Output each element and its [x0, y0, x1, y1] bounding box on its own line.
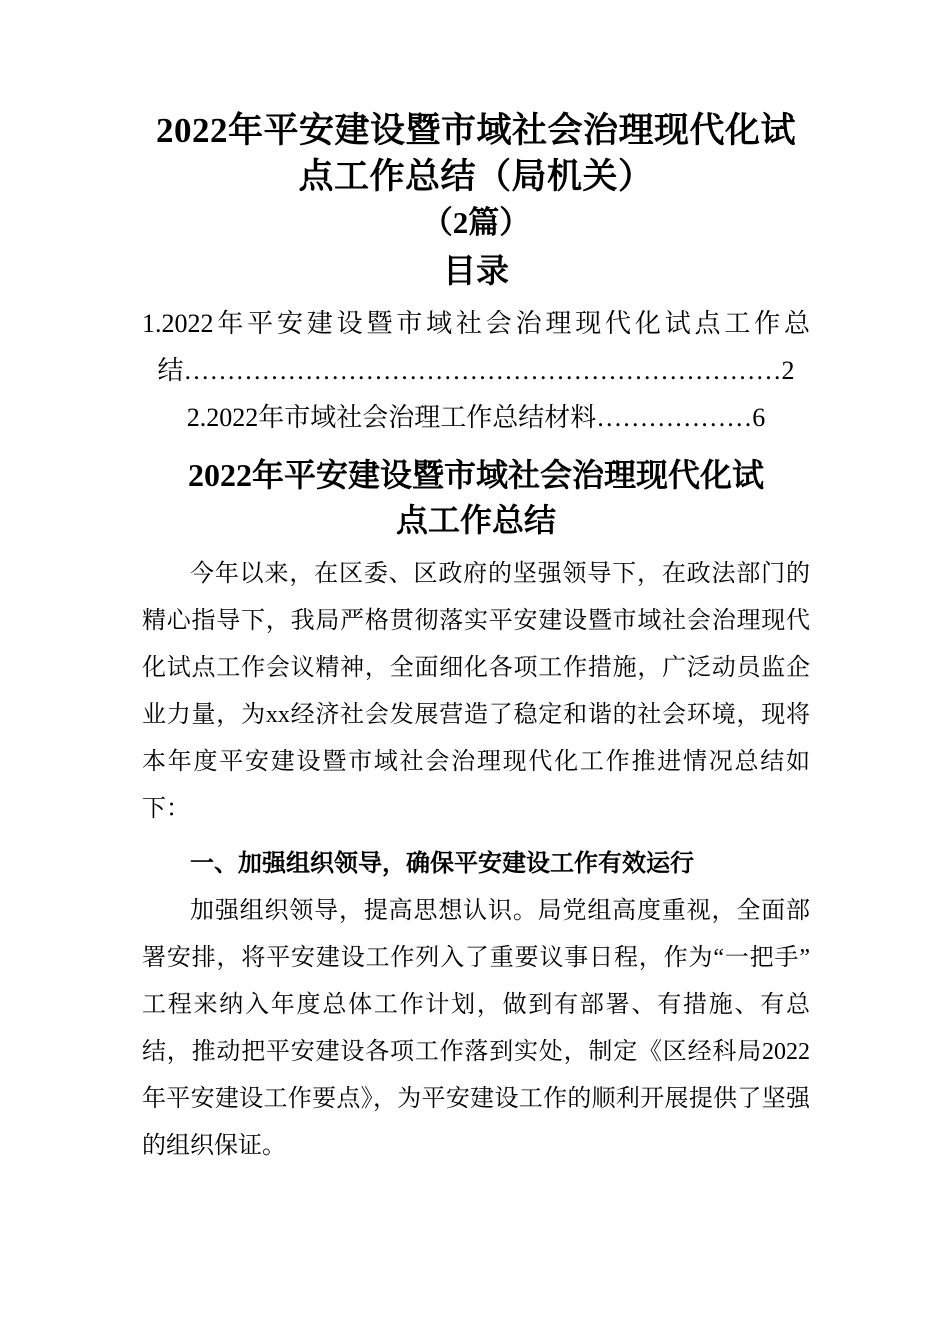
toc-entry-1[interactable] [142, 300, 810, 347]
page-title [142, 108, 810, 200]
page-title-line-2: 点工作总结（局机关） [298, 157, 654, 196]
body-heading-1: 一、加强组织领导，确保平安建设工作有效运行 [190, 851, 694, 877]
section-title-line-2: 点工作总结 [395, 502, 556, 538]
page-title-line-1: 2022年平安建设暨市域社会治理现代化试 [155, 111, 796, 150]
toc-entry-1-line-1: 1.2022年平安建设暨市域社会治理现代化试点工作总 [142, 309, 810, 338]
toc-heading: 目录 [443, 254, 509, 290]
toc-entry-2-text: 2.2022年市域社会治理工作总结材料………………6 [186, 403, 766, 432]
toc-entry-2[interactable] [142, 394, 810, 441]
body-paragraph-1: 今年以来，在区委、区政府的坚强领导下，在政法部门的精心指导下，我局严格贯彻落实平安建设暨市域社会治理现代化试点工作会议精神，全面细化各项工作措施，广泛动员监企业力量，为xx经济社会发展营造了稳定和谐的社会环境，现将本年度平安建设暨市域社会治理现代化工作推进情况总结如下： [142, 561, 810, 822]
toc-entry-1-line-2: 结……………………………………………………………2 [157, 356, 795, 385]
document-subtitle: （2篇） [421, 205, 531, 240]
section-title-line-1: 2022年平安建设暨市域社会治理现代化试 [187, 457, 764, 493]
body-paragraph-2: 加强组织领导，提高思想认识。局党组高度重视，全面部署安排，将平安建设工作列入了重要议事日程，作为“一把手”工程来纳入年度总体工作计划，做到有部署、有措施、有总结，推动把平安建设各项工作落到实处，制定《区经科局2022年平安建设工作要点》，为平安建设工作的顺利开展提供了坚强的组织保证。 [142, 898, 810, 1159]
section-title [142, 453, 810, 543]
toc-entry-1-continued[interactable] [142, 347, 810, 394]
